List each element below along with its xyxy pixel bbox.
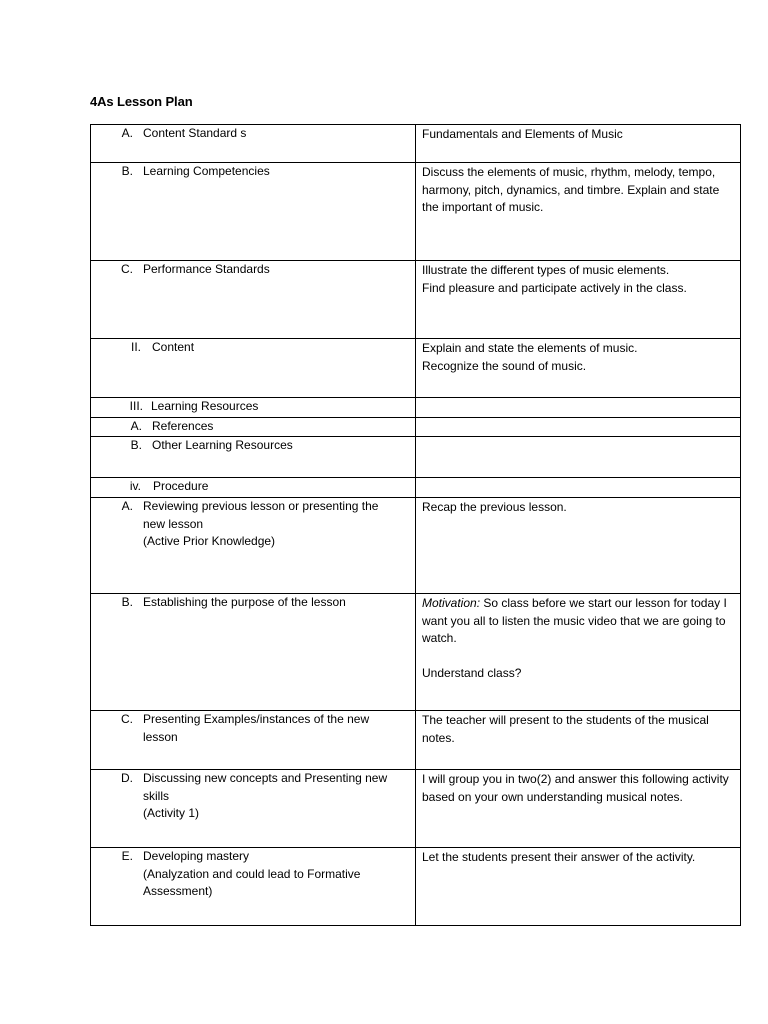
- row-label: Other Learning Resources: [152, 438, 293, 452]
- row-label-cell: [91, 594, 416, 711]
- row-value-cell: [416, 261, 741, 339]
- table-row: [91, 398, 741, 418]
- table-row: [91, 848, 741, 926]
- document-title: 4As Lesson Plan: [90, 94, 193, 109]
- row-marker: A.: [121, 126, 133, 140]
- table-row: [91, 711, 741, 770]
- row-value-cell: [416, 498, 741, 594]
- row-marker: III.: [129, 399, 143, 413]
- row-label: References: [152, 419, 214, 433]
- motivation-label: Motivation:: [422, 596, 481, 610]
- row-label: Reviewing previous lesson or presenting the new lesson (Active Prior Knowledge): [143, 499, 379, 548]
- motivation-text: So class before we start our lesson for today I want you all to listen the music video that we are going to watch. Understand class?: [422, 596, 727, 680]
- table-row: [91, 418, 741, 437]
- row-value-cell: [416, 770, 741, 848]
- row-value-cell: [416, 594, 741, 711]
- row-label-cell: [91, 848, 416, 926]
- table-row: [91, 770, 741, 848]
- table-row: [91, 437, 741, 478]
- row-label: Learning Competencies: [143, 164, 270, 178]
- row-marker: iv.: [129, 479, 141, 493]
- row-value: Explain and state the elements of music. Recognize the sound of music.: [422, 341, 638, 373]
- row-value: Let the students present their answer of the activity.: [422, 850, 696, 864]
- row-value: [416, 418, 740, 419]
- row-value-cell: [416, 125, 741, 163]
- row-label-cell: [91, 163, 416, 261]
- row-label: Establishing the purpose of the lesson: [143, 595, 346, 609]
- row-label: Content Standard s: [143, 126, 247, 140]
- row-label: Presenting Examples/instances of the new lesson: [143, 712, 370, 744]
- row-value: The teacher will present to the students of the musical notes.: [422, 713, 709, 745]
- row-marker: II.: [130, 340, 141, 354]
- row-label-cell: [91, 498, 416, 594]
- row-label-cell: [91, 339, 416, 398]
- row-value-cell: [416, 339, 741, 398]
- row-value-cell: [416, 163, 741, 261]
- row-value-cell: [416, 711, 741, 770]
- row-value: Illustrate the different types of music elements. Find pleasure and participate actively in the class.: [422, 263, 687, 295]
- table-row: [91, 594, 741, 711]
- table-row: [91, 498, 741, 594]
- row-label-cell: [91, 770, 416, 848]
- row-label-cell: [91, 261, 416, 339]
- row-value-cell: [416, 398, 741, 418]
- row-value: [416, 437, 740, 438]
- row-label-cell: [91, 125, 416, 163]
- row-label-cell: [91, 711, 416, 770]
- row-marker: D.: [121, 771, 133, 785]
- row-value: [416, 398, 740, 399]
- row-marker: E.: [121, 849, 133, 863]
- row-value: Fundamentals and Elements of Music: [422, 127, 623, 141]
- row-value-cell: [416, 418, 741, 437]
- table-row: [91, 478, 741, 498]
- row-value: I will group you in two(2) and answer this following activity based on your own understanding musical notes.: [422, 772, 729, 804]
- table-row: [91, 339, 741, 398]
- row-marker: B.: [121, 164, 133, 178]
- row-label: Procedure: [153, 479, 209, 493]
- row-label-cell: [91, 398, 416, 418]
- row-value-cell: [416, 848, 741, 926]
- row-label-cell: [91, 437, 416, 478]
- row-label: Performance Standards: [143, 262, 270, 276]
- row-label: Developing mastery (Analyzation and could lead to Formative Assessment): [143, 849, 361, 898]
- row-marker: B.: [130, 438, 142, 452]
- row-value: [416, 478, 740, 479]
- table-row: [91, 261, 741, 339]
- row-label: Discussing new concepts and Presenting new skills (Activity 1): [143, 771, 388, 820]
- row-value: [416, 594, 740, 683]
- table-row: [91, 163, 741, 261]
- row-marker: A.: [121, 499, 133, 513]
- row-value: Recap the previous lesson.: [422, 500, 567, 514]
- table-row: [91, 125, 741, 163]
- row-value-cell: [416, 437, 741, 478]
- row-marker: B.: [121, 595, 133, 609]
- row-label-cell: [91, 418, 416, 437]
- row-value-cell: [416, 478, 741, 498]
- row-marker: C.: [121, 262, 133, 276]
- row-marker: C.: [121, 712, 133, 726]
- row-label: Content: [152, 340, 195, 354]
- row-marker: A.: [130, 419, 142, 433]
- row-label: Learning Resources: [151, 399, 259, 413]
- lesson-plan-table: [90, 124, 741, 926]
- row-label-cell: [91, 478, 416, 498]
- row-value: Discuss the elements of music, rhythm, melody, tempo, harmony, pitch, dynamics, and timbre. Explain and state the important of music.: [422, 165, 720, 214]
